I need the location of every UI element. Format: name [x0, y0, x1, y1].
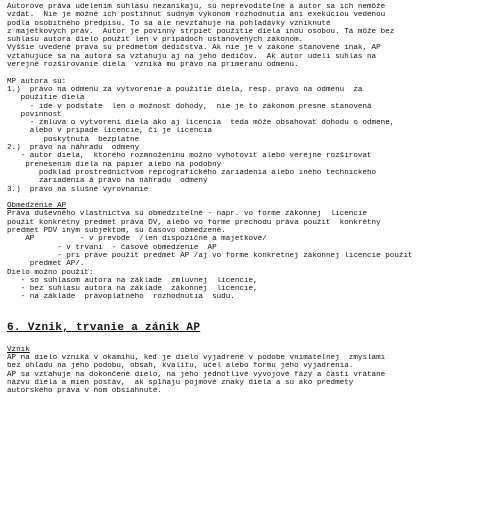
text-line: bez ohľadu na jeho podobu, obsah, kvalitu, účel alebo formu jeho vyjadrenia. [7, 362, 354, 371]
text-line: Autorove práva udelením súhlasu nezanikajú, sú neprevoditeľné a autor sa ich nemôže [7, 3, 386, 11]
text-line: autorského práva v ňom obsiahnuté. [7, 387, 162, 396]
mp-title: MP autora sú: [7, 77, 67, 86]
text-line: podľa osobitného predpisu. To sa ale nevzťahuje na pohľadávky vzniknuté [7, 19, 331, 28]
text-line: podklad prostredníctvom reprografického zariadenia alebo iného technického [7, 168, 377, 177]
text-line: alebo v prípade licencie, či je licencia [7, 127, 213, 136]
text-line: zariadenia á právo na náhradu odmeny [7, 177, 208, 186]
text-line: z majetkových práv. Autor je povinný strpieť použitie diela inou osobou. Tá môže bez [7, 27, 395, 36]
text-line: AP - v prevode /len dispozičné a majetkové/ [7, 235, 267, 244]
text-line: 3.) právo na slušné vyrovnanie [7, 185, 149, 194]
text-line: - ide v podstate len o možnosť dohody, nie je to zákonom presne stanovená [7, 102, 372, 111]
text-line: predmet PDV iným subjektom, sú časovo obmedzené. [7, 227, 226, 236]
text-line: súhlasu autora dielo použiť len v prípadoch ustanovených zákonom. [7, 36, 304, 45]
text-line: - autor diela, ktorého rozmnoženinu možno vyhotoviť alebo verejne rozširovať [7, 152, 372, 161]
text-line: verejné rozširovanie diela vzniká mu právo na primeranú odmenu. [7, 61, 299, 70]
text-line: poskytnutá bezplatne [7, 135, 140, 144]
text-line: - pri práve použiť predmet AP /aj vo forme konkrétnej zákonnej licencie použiť [7, 251, 413, 260]
text-line: povinnosť [7, 110, 62, 119]
text-line: 2.) právo na náhradu odmeny [7, 144, 140, 153]
text-line: - na základe právoplatného rozhodnutia súdu. [7, 293, 235, 302]
text-line: - v trvaní - časové obmedzenie AP [7, 243, 217, 252]
text-line: Práva duševného vlastníctva sú obmedziteľné - napr. vo forme zákonnej licencie [7, 210, 368, 219]
section-subtitle: Vznik [7, 345, 30, 354]
text-line: použitie diela [7, 94, 85, 103]
text-line: AP sa vzťahuje na dokončené dielo, na jeho jednotlivé vývojové fázy a časti vrátane [7, 370, 386, 379]
text-line: - so súhlasom autora na základe zmluvnej licencie, [7, 276, 258, 285]
text-line: predmet AP/. [7, 260, 85, 269]
mp-section [7, 78, 477, 194]
text-line: AP na dielo vzniká v okamihu, keď je dielo vyjadrené v podobe vnímateľnej zmyslami [7, 353, 386, 362]
text-line: - bez súhlasu autora na základe zákonnej licencie, [7, 285, 258, 294]
text-line: použiť konkrétny predmet práva DV, alebo vo forme prechodu práva použiť konkrétny [7, 218, 381, 227]
text-line: Dielo možno použiť: [7, 268, 94, 277]
text-line: vzťahujúce sa na autora sa vzťahujú aj na jeho dedičov. Ak autor udelí súhlas na [7, 52, 377, 61]
section-vznik [7, 322, 477, 396]
section-heading: 6. Vznik, trvanie a zánik AP [7, 321, 201, 334]
text-line: prenesením diela na papier alebo na podobný [7, 160, 222, 169]
limits-section [7, 202, 477, 302]
intro-paragraph [7, 3, 477, 69]
text-line: názvu diela a mien postáv, ak spĺňajú pojmové znaky diela a sú ako predmety [7, 378, 354, 387]
text-line: vzdať. Nie je možné ich postihnúť súdnym výkonom rozhodnutia ani exekúciou vedenou [7, 11, 386, 20]
document-page [7, 3, 477, 395]
text-line: Vyššie uvedené práva sú predmetom dedičstva. Ak nie je v zákone stanovené inak, AP [7, 44, 381, 53]
text-line: - zmluva o vytvorení diela ako aj licencia teda môže obsahovať dohodu o odmene, [7, 119, 395, 128]
text-line: 1.) právo na odmenu za vytvorenie a použitie diela, resp. právo na odmenu za [7, 85, 363, 94]
limits-title: Obmedzenie AP [7, 202, 67, 211]
